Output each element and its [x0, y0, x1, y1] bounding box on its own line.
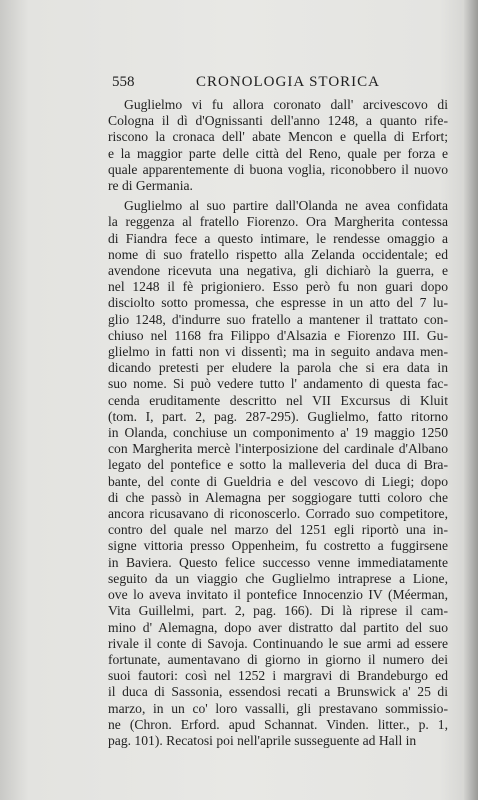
text-line: pag. 101). Recatosi poi nell'aprile susseguente ad Hall in	[108, 732, 417, 748]
text-line: legato del pontefice e sotto la malleveria del duca di Bra-	[108, 457, 448, 473]
text-line: nome di suo fratello rispetto alla Zelanda occidentale; ed	[108, 246, 448, 262]
text-line: (tom. I, part. 2, pag. 287-295). Guglielmo, fatto ritorno	[108, 408, 448, 424]
body-text	[108, 97, 448, 749]
running-title: CRONOLOGIA STORICA	[196, 74, 380, 90]
text-line: fortunate, aumentavano di giorno in giorno il numero dei	[108, 651, 448, 667]
text-line: in Baviera. Questo felice successo venne immediatamente	[108, 554, 448, 570]
text-line: marzo, in un co' loro vassalli, gli prestavano sommissio-	[108, 700, 448, 716]
text-line: cenda eruditamente descritto nel VII Excursus di Kluit	[108, 392, 448, 408]
text-line: bante, del conte di Gueldria e del vescovo di Liegi; dopo	[108, 473, 448, 489]
text-line: Guglielmo al suo partire dall'Olanda ne avea confidata	[124, 198, 448, 214]
text-line: avendone ricevuta una negativa, gli dichiarò la guerra, e	[108, 263, 448, 279]
paragraph-2	[108, 198, 448, 749]
page-header	[112, 74, 444, 94]
page-number: 558	[112, 74, 135, 90]
text-line: contro del quale nel marzo del 1251 egli riportò una in-	[108, 522, 448, 538]
text-line: quale apparentemente di buona voglia, riconobbero il nuovo	[108, 161, 448, 177]
text-line: dicando pretesti per eludere la parola che si era data in	[108, 360, 448, 376]
text-line: rivale il conte di Savoja. Continuando le sue armi ad essere	[108, 635, 448, 651]
text-line: di Fiandra fece a questo intimare, le rendesse omaggio a	[108, 230, 448, 246]
text-line: glio 1248, d'indurre suo fratello a mantener il trattato con-	[108, 311, 448, 327]
text-line: di che passò in Alemagna per soggiogare tutti coloro che	[108, 489, 448, 505]
text-line: la reggenza al fratello Fiorenzo. Ora Margherita contessa	[108, 214, 448, 230]
page-gutter-shadow	[464, 0, 478, 800]
text-line: signe vittoria presso Oppenheim, fu costretto a fuggirsene	[108, 538, 448, 554]
text-line: Guglielmo vi fu allora coronato dall' arcivescovo di	[124, 97, 448, 112]
text-line: seguito da un viaggio che Guglielmo intraprese a Lione,	[108, 570, 448, 586]
text-line: con Margherita mercè l'interposizione del cardinale d'Albano	[108, 441, 448, 457]
text-line: e la maggior parte delle città del Reno, quale per forza e	[108, 145, 448, 161]
text-line: nel 1248 il fè prigioniero. Esso però fu non guari dopo	[108, 279, 448, 295]
text-line: Vita Guillelmi, part. 2, pag. 166). Di là riprese il cam-	[108, 603, 448, 619]
text-line: ne (Chron. Erford. apud Schannat. Vinden. litter., p. 1,	[108, 716, 448, 732]
text-line: re di Germania.	[108, 178, 193, 194]
text-line: riscono la cronaca dell' abate Mencon e quella di Erfort;	[108, 129, 448, 145]
text-line: ancora ricusavano di riconoscerlo. Corrado suo competitore,	[108, 506, 448, 522]
text-line: suo nome. Si può vedere tutto l' andamento di questa fac-	[108, 376, 448, 392]
text-line: chiuso nel 1168 fra Filippo d'Alsazia e Fiorenzo III. Gu-	[108, 327, 448, 343]
text-line: mino d' Alemagna, dopo aver distratto dal partito del suo	[108, 619, 448, 635]
text-line: Cologna il dì d'Ognissanti dell'anno 1248, a quanto rife-	[108, 113, 448, 129]
text-line: ove lo aveva invitato il pontefice Innocenzio IV (Méerman,	[108, 587, 448, 603]
text-line: in Olanda, conchiuse un componimento a' 19 maggio 1250	[108, 425, 448, 441]
text-line: glielmo in fatti non vi dissentì; ma in seguito andava men-	[108, 344, 448, 360]
text-line: il duca di Sassonia, essendosi recati a Brunswick a' 25 di	[108, 684, 448, 700]
text-line: disciolto sotto promessa, che espresse in un atto del 7 lu-	[108, 295, 448, 311]
text-line: suoi fautori: così nel 1252 i margravi di Brandeburgo ed	[108, 668, 448, 684]
paragraph-1	[108, 97, 448, 194]
